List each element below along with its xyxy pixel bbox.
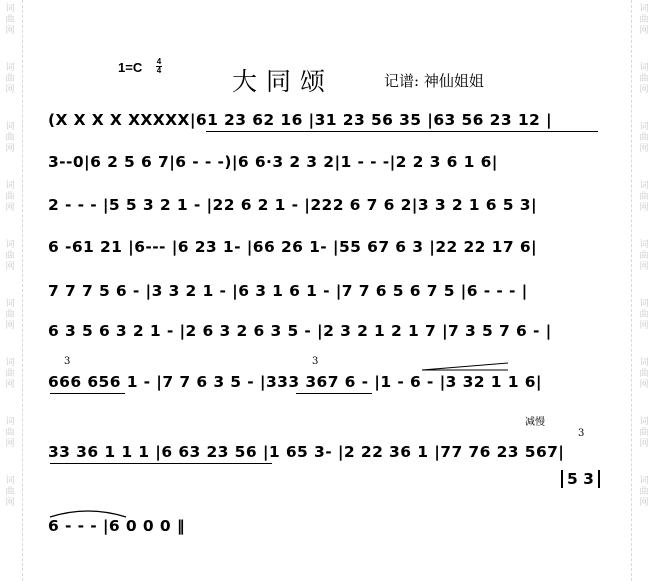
watermark-left <box>2 0 18 581</box>
watermark-char: 网 <box>639 26 649 36</box>
watermark-char: 曲 <box>5 74 15 84</box>
watermark-char: 曲 <box>5 369 15 379</box>
score-line-3: 2 - - - |5 5 3 2 1 - |22 6 2 1 - |222 6 7 6 2|3 3 2 1 6 5 3| <box>48 196 537 214</box>
beam-line-1 <box>206 131 598 132</box>
score-line-5: 7 7 7 5 6 - |3 3 2 1 - |6 3 1 6 1 - |7 7 6 5 6 7 5 |6 - - - | <box>48 282 528 300</box>
watermark-char: 网 <box>5 26 15 36</box>
tempo-annotation: 减慢 <box>525 417 545 428</box>
key-signature: 1=C <box>118 60 143 75</box>
score-line-4: 6 -61 21 |6--- |6 23 1- |66 26 1- |55 67 6 3 |22 22 17 6| <box>48 238 538 256</box>
watermark-group <box>639 299 648 332</box>
watermark-char: 曲 <box>639 251 649 261</box>
triplet-mark-2: 3 <box>312 356 319 367</box>
triplet-mark-1: 3 <box>64 356 71 367</box>
watermark-char: 网 <box>639 85 649 95</box>
watermark-char: 网 <box>639 498 649 508</box>
watermark-char: 词 <box>639 240 649 250</box>
watermark-right <box>636 0 652 581</box>
watermark-group <box>5 240 14 273</box>
watermark-group <box>5 122 14 155</box>
slur-arc <box>48 505 128 519</box>
watermark-char: 曲 <box>639 310 649 320</box>
watermark-char: 网 <box>5 380 15 390</box>
watermark-char: 词 <box>639 63 649 73</box>
watermark-group <box>5 476 14 509</box>
score-line-6: 6 3 5 6 3 2 1 - |2 6 3 2 6 3 5 - |2 3 2 1 2 1 7 |7 3 5 7 6 - | <box>48 322 552 340</box>
watermark-group <box>5 63 14 96</box>
watermark-char: 曲 <box>639 15 649 25</box>
watermark-group <box>5 417 14 450</box>
watermark-group <box>639 181 648 214</box>
watermark-char: 词 <box>639 122 649 132</box>
watermark-group <box>639 240 648 273</box>
watermark-char: 网 <box>639 439 649 449</box>
watermark-group <box>639 417 648 450</box>
watermark-group <box>5 4 14 37</box>
watermark-group <box>639 476 648 509</box>
song-title: 大同颂 <box>232 67 335 96</box>
watermark-char: 曲 <box>639 369 649 379</box>
watermark-char: 曲 <box>5 251 15 261</box>
margin-line-right <box>631 0 632 581</box>
watermark-char: 曲 <box>5 133 15 143</box>
watermark-char: 词 <box>5 476 15 486</box>
beam-line-7b <box>296 393 372 394</box>
transcriber-credit: 记谱: 神仙姐姐 <box>384 72 484 90</box>
watermark-char: 曲 <box>5 192 15 202</box>
watermark-char: 曲 <box>5 310 15 320</box>
watermark-group <box>639 63 648 96</box>
watermark-char: 网 <box>639 380 649 390</box>
watermark-char: 词 <box>5 181 15 191</box>
watermark-char: 词 <box>5 122 15 132</box>
margin-line-left <box>22 0 23 581</box>
watermark-char: 网 <box>639 203 649 213</box>
watermark-char: 词 <box>5 240 15 250</box>
watermark-char: 词 <box>5 358 15 368</box>
watermark-char: 曲 <box>5 428 15 438</box>
watermark-group <box>5 358 14 391</box>
watermark-char: 词 <box>639 476 649 486</box>
watermark-group <box>5 299 14 332</box>
score-line-2: 3--0|6 2 5 6 7|6 - - -)|6 6·3 2 3 2|1 - - -|2 2 3 6 1 6| <box>48 153 498 171</box>
watermark-char: 词 <box>5 63 15 73</box>
alternate-ending-note: 5 3 <box>561 470 600 488</box>
watermark-char: 词 <box>639 181 649 191</box>
crescendo-mark <box>420 360 510 372</box>
watermark-group <box>5 181 14 214</box>
watermark-char: 曲 <box>639 428 649 438</box>
watermark-char: 曲 <box>639 74 649 84</box>
meter-bottom: 4 <box>156 66 162 75</box>
watermark-char: 网 <box>5 439 15 449</box>
watermark-char: 网 <box>5 498 15 508</box>
watermark-char: 曲 <box>639 133 649 143</box>
watermark-char: 曲 <box>5 15 15 25</box>
watermark-char: 曲 <box>639 192 649 202</box>
watermark-char: 网 <box>639 144 649 154</box>
watermark-group <box>639 358 648 391</box>
watermark-char: 词 <box>639 417 649 427</box>
watermark-char: 网 <box>5 144 15 154</box>
beam-line-7a <box>50 393 125 394</box>
time-signature <box>156 58 162 75</box>
watermark-char: 网 <box>5 262 15 272</box>
meter-top: 4 <box>156 57 162 66</box>
score-line-8: 33 36 1 1 1 |6 63 23 56 |1 65 3- |2 22 36 1 |77 76 23 567| <box>48 443 565 461</box>
beam-line-8 <box>50 463 272 464</box>
watermark-group <box>639 122 648 155</box>
watermark-char: 词 <box>5 299 15 309</box>
watermark-char: 词 <box>5 4 15 14</box>
watermark-char: 网 <box>5 321 15 331</box>
watermark-char: 网 <box>639 262 649 272</box>
watermark-group <box>639 4 648 37</box>
triplet-mark-3: 3 <box>578 428 585 439</box>
watermark-char: 词 <box>5 417 15 427</box>
watermark-char: 网 <box>5 85 15 95</box>
watermark-char: 曲 <box>5 487 15 497</box>
score-line-1: (X X X X XXXXX|61 23 62 16 |31 23 56 35 |63 56 23 12 | <box>48 111 553 129</box>
watermark-char: 词 <box>639 299 649 309</box>
score-line-9: 6 - - - |6 0 0 0 ‖ <box>48 517 186 535</box>
watermark-char: 网 <box>639 321 649 331</box>
score-line-7: 666 656 1 - |7 7 6 3 5 - |333 367 6 - |1 - 6 - |3 32 1 1 6| <box>48 373 542 391</box>
watermark-char: 网 <box>5 203 15 213</box>
watermark-char: 曲 <box>639 487 649 497</box>
watermark-char: 词 <box>639 358 649 368</box>
watermark-char: 词 <box>639 4 649 14</box>
